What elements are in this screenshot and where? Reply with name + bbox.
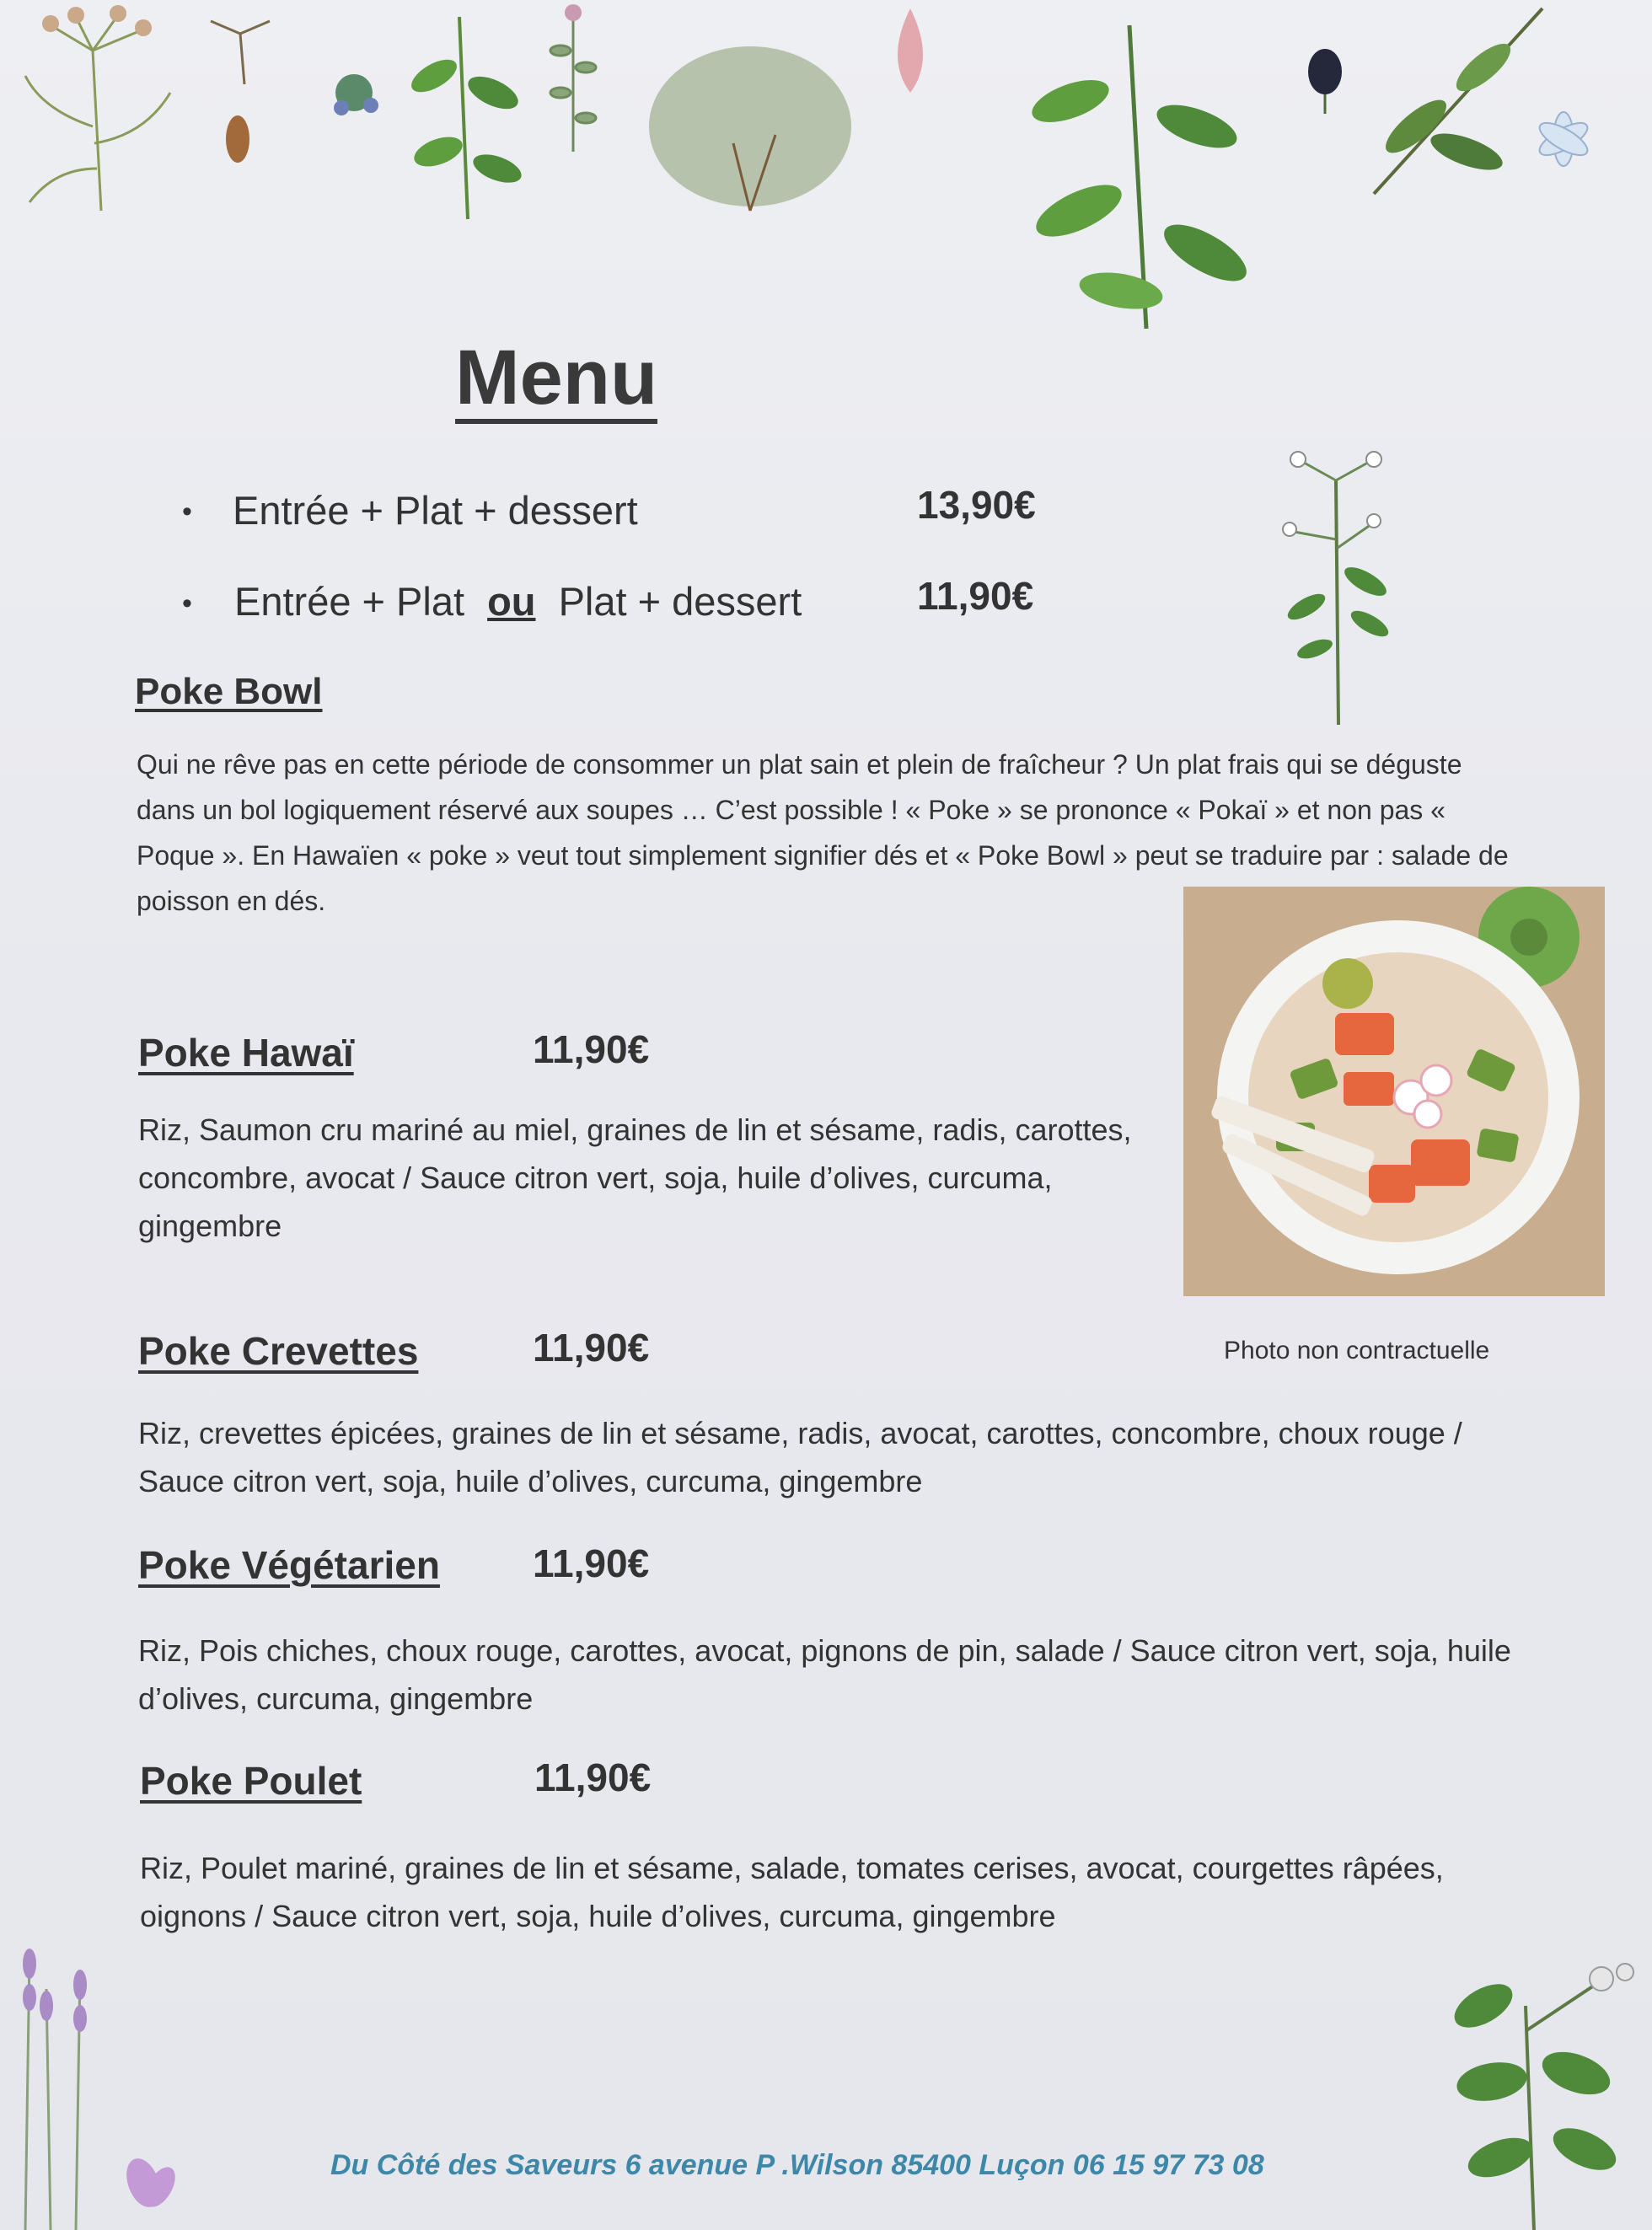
parsley-illustration-icon (1433, 1955, 1652, 2230)
dish-name: Poke Poulet (140, 1759, 362, 1803)
page-title: Menu (455, 337, 657, 424)
formula-label: Entrée + Plat (234, 579, 465, 624)
fennel-illustration-icon (25, 15, 170, 211)
dish-description: Riz, Saumon cru mariné au miel, graines de lin et sésame, radis, carottes, concombre, avocat / Sauce citron vert, soja, huile d’olives, curcuma, gingembre (138, 1112, 1132, 1243)
photo-caption: Photo non contractuelle (1224, 1337, 1490, 1364)
thyme-illustration-icon (550, 8, 596, 152)
dish-price: 11,90€ (534, 1756, 652, 1799)
formula-price: 13,90€ (917, 483, 1036, 527)
dish-price: 11,90€ (533, 1326, 650, 1370)
dish-description: Riz, Pois chiches, choux rouge, carottes, avocat, pignons de pin, salade / Sauce citron vert, soja, huile d’olives, curcuma, gingembre (138, 1633, 1511, 1716)
laurel-illustration-icon (1374, 8, 1542, 194)
dish-description: Riz, crevettes épicées, graines de lin et sésame, radis, avocat, carottes, concombre, choux rouge / Sauce citron vert, soja, huile d’olives, curcuma, gingembre (138, 1416, 1462, 1498)
thyme-bush-illustration-icon (649, 46, 851, 211)
section-title: Poke Bowl (135, 671, 323, 712)
dish-price: 11,90€ (533, 1027, 650, 1071)
section-intro: Qui ne rêve pas en cette période de consommer un plat sain et plein de fraîcheur ? Un plat frais qui se déguste dans un bol logiquement réservé aux soupes … C’est possible ! « Poke » se prononce « Pokaï » et non pas « Poque ». En Hawaïen « poke » veut tout simplement signifier dés et « Poke Bowl » peut se traduire par : salade de poisson en dés. (137, 749, 1509, 916)
white-flower-icon (1535, 112, 1591, 166)
formula-label: Entrée + Plat + dessert (233, 488, 638, 533)
formula-price: 11,90€ (917, 574, 1034, 618)
blue-flower-icon (334, 74, 378, 115)
dish-name: Poke Crevettes (138, 1329, 419, 1373)
formula-item (234, 578, 802, 625)
chervil-illustration-icon (1239, 447, 1441, 733)
bullet: • (182, 496, 192, 528)
olive-icon (1308, 49, 1342, 114)
dish-name: Poke Hawaï (138, 1031, 354, 1075)
footer-contact: Du Côté des Saveurs 6 avenue P .Wilson 85400 Luçon 06 15 97 73 08 (330, 2149, 1264, 2181)
dish-description: Riz, Poulet mariné, graines de lin et sésame, salade, tomates cerises, avocat, courgettes râpées, oignons / Sauce citron vert, soja, huile d’olives, curcuma, gingembre (140, 1851, 1444, 1933)
bullet: • (182, 587, 192, 619)
mint-illustration-icon (1027, 25, 1255, 329)
lavender-illustration-icon (0, 1938, 202, 2230)
formula-label-suffix: Plat + dessert (558, 579, 802, 624)
botanical-illustration-top (0, 0, 1652, 337)
formula-ou: ou (487, 579, 536, 624)
dish-price: 11,90€ (533, 1541, 650, 1585)
formula-item (233, 487, 638, 533)
pink-flower-icon (898, 8, 923, 93)
basil-illustration-icon (406, 17, 525, 219)
dish-name: Poke Végétarien (138, 1543, 440, 1587)
poke-bowl-photo (1183, 887, 1605, 1296)
